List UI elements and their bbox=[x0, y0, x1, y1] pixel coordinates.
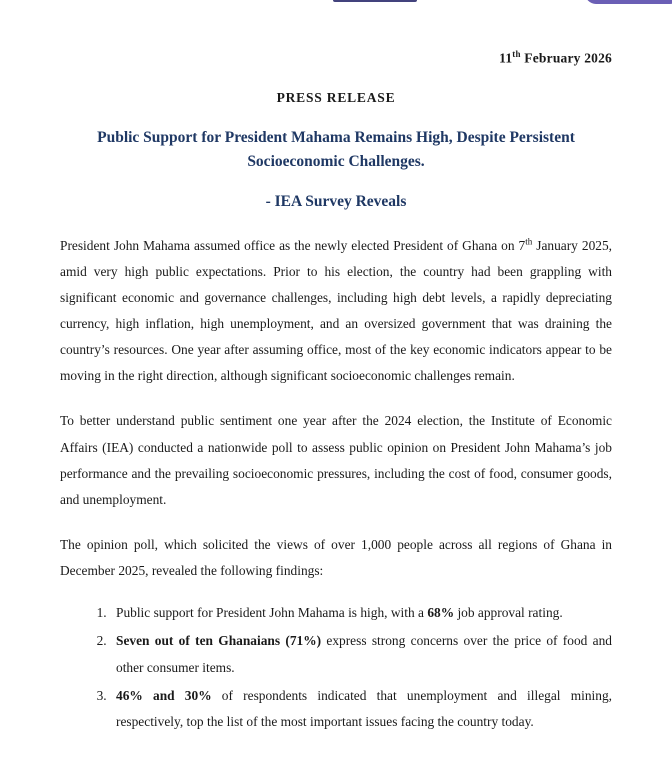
finding-1-pre: Public support for President John Mahama is high, with a bbox=[116, 605, 428, 621]
press-release-label: PRESS RELEASE bbox=[276, 89, 396, 105]
finding-1-post: job approval rating. bbox=[454, 605, 563, 621]
finding-1-highlight: 68% bbox=[427, 605, 455, 621]
list-item bbox=[110, 683, 612, 735]
date-day: 11 bbox=[499, 50, 513, 66]
paragraph-1-part2: January 2025, amid very high public expectations. Prior to his election, the country had been grappling with significant economic and governance challenges, including high debt levels, a rapidly depreciating currency, high inflation, high unemployment, and an oversized government that was draining the country’s resources. One year after assuming office, most of the key economic indicators appear to be moving in the right direction, although significant socioeconomic challenges remain. bbox=[60, 237, 613, 384]
findings-list bbox=[60, 600, 612, 735]
paragraph-3: The opinion poll, which solicited the views of over 1,000 people across all regions of Ghana in December 2025, revealed the following findings: bbox=[60, 536, 612, 579]
list-item bbox=[110, 628, 612, 680]
finding-2-highlight: Seven out of ten Ghanaians (71%) bbox=[116, 633, 322, 649]
finding-3-highlight: 46% and 30% bbox=[116, 687, 212, 703]
page-header-strip bbox=[60, 0, 612, 22]
page-subtitle: - IEA Survey Reveals bbox=[265, 192, 407, 210]
header-badge bbox=[585, 0, 672, 4]
list-item bbox=[110, 600, 612, 626]
paragraph-1 bbox=[60, 233, 612, 390]
finding-3-post: of respondents indicated that unemployment and illegal mining, respectively, top the list of the most important issues facing the country today. bbox=[116, 687, 612, 729]
finding-2-post: express strong concerns over the price of food and other consumer items. bbox=[116, 633, 612, 675]
paragraph-1-part1: President John Mahama assumed office as the newly elected President of Ghana on 7 bbox=[60, 237, 526, 253]
organization-logo bbox=[333, 0, 417, 2]
page-title: Public Support for President Mahama Remains High, Despite Persistent Socioeconomic Challenges. bbox=[97, 128, 575, 170]
document-date bbox=[60, 49, 612, 67]
date-ordinal-suffix: th bbox=[512, 49, 521, 59]
paragraph-2: To better understand public sentiment one year after the 2024 election, the Institute of Economic Affairs (IEA) conducted a nationwide poll to assess public opinion on President John Mahama’s job performance and the prevailing socioeconomic pressures, including the cost of food, consumer goods, and unemployment. bbox=[60, 413, 612, 507]
date-month-year: February 2026 bbox=[520, 50, 612, 66]
paragraph-1-ordinal: th bbox=[525, 236, 533, 247]
